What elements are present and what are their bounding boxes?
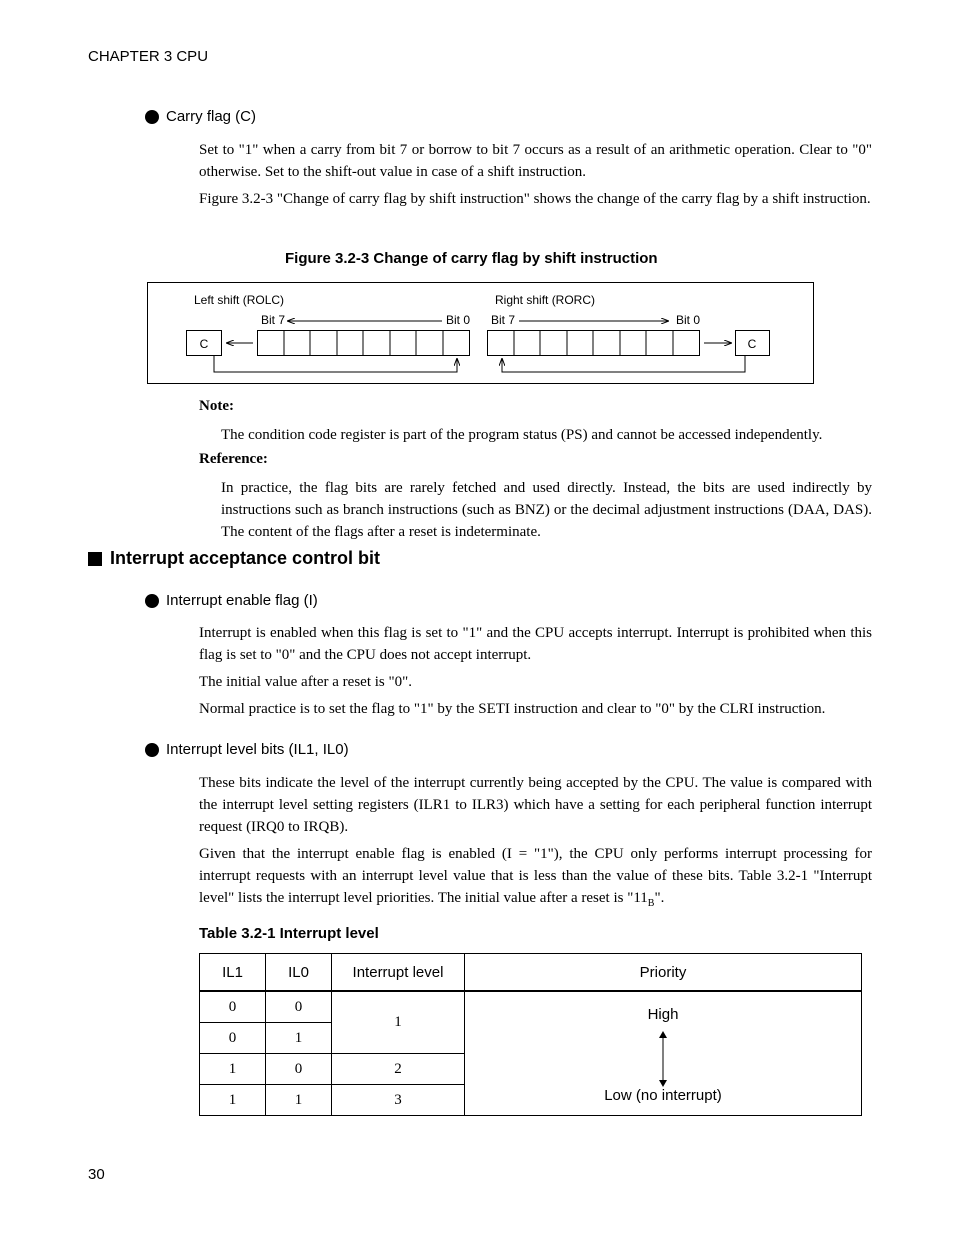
cell-il0: 1 (266, 1023, 332, 1054)
table-caption: Table 3.2-1 Interrupt level (199, 925, 379, 942)
cell-il0: 0 (266, 991, 332, 1023)
note-label: Note: (199, 398, 234, 414)
cell-level: 2 (332, 1054, 465, 1085)
page-number: 30 (88, 1166, 105, 1183)
cell-il0: 0 (266, 1054, 332, 1085)
figure-caption: Figure 3.2-3 Change of carry flag by shift instruction (285, 250, 658, 267)
carry-flag-paragraph-2: Figure 3.2-3 "Change of carry flag by shift instruction" shows the change of the carry flag by a shift instruction. (199, 191, 871, 207)
reference-text: In practice, the flag bits are rarely fetched and used directly. Instead, the bits are used indirectly by instructions such as branch instructions (such as BNZ) or the decimal adjustment instructions (DAA, DAS). The content of the flags after a reset is indeterminate. (221, 480, 872, 540)
interrupt-level-body (199, 772, 872, 920)
interrupt-level-heading-text: Interrupt level bits (IL1, IL0) (166, 741, 349, 758)
bullet-icon (145, 743, 159, 757)
interrupt-level-paragraph-1: These bits indicate the level of the interrupt currently being accepted by the CPU. The value is compared with the interrupt level setting registers (ILR1 to ILR3) which have a setting for each peripheral function interrupt request (IRQ0 to IRQB). (199, 775, 872, 835)
shift-diagram (147, 282, 815, 385)
priority-high: High (647, 1006, 679, 1023)
priority-arrow (656, 1030, 670, 1088)
header-priority: Priority (465, 954, 862, 992)
left-bit0-label: Bit 0 (446, 313, 471, 327)
header-il1: IL1 (200, 954, 266, 992)
cell-il1: 0 (200, 991, 266, 1023)
cell-priority (465, 991, 862, 1116)
bullet-icon (145, 594, 159, 608)
left-register (258, 330, 470, 356)
cell-il1: 0 (200, 1023, 266, 1054)
cell-il1: 1 (200, 1054, 266, 1085)
interrupt-enable-body (199, 622, 872, 725)
bullet-icon (145, 110, 159, 124)
priority-low: Low (no interrupt) (604, 1087, 722, 1104)
interrupt-enable-paragraph-2: The initial value after a reset is "0". (199, 674, 412, 690)
left-bit7-label: Bit 7 (261, 313, 286, 327)
chapter-header: CHAPTER 3 CPU (88, 48, 209, 65)
right-carry-label: C (747, 337, 757, 351)
interrupt-level-paragraph-2-end: ". (654, 890, 665, 906)
carry-flag-heading-text: Carry flag (C) (166, 108, 257, 125)
right-register (488, 330, 700, 356)
cell-level-merged: 1 (332, 991, 465, 1054)
right-shift-title: Right shift (RORC) (495, 293, 596, 307)
cell-il0: 1 (266, 1085, 332, 1116)
interrupt-enable-paragraph-1: Interrupt is enabled when this flag is set to "1" and the CPU accepts interrupt. Interrupt is prohibited when this flag is set to "0" and the CPU does not accept interrupt. (199, 625, 872, 663)
section-heading (88, 548, 380, 569)
table-header-row (200, 954, 862, 992)
interrupt-level-heading (145, 741, 349, 758)
cell-il1: 1 (200, 1085, 266, 1116)
header-il0: IL0 (266, 954, 332, 992)
square-bullet-icon (88, 552, 102, 566)
interrupt-enable-heading (145, 592, 318, 609)
carry-flag-paragraph-1: Set to "1" when a carry from bit 7 or borrow to bit 7 occurs as a result of an arithmetic operation. Clear to "0" otherwise. Set to the shift-out value in case of a shift instruction. (199, 142, 872, 180)
carry-flag-heading (145, 108, 256, 125)
cell-level: 3 (332, 1085, 465, 1116)
carry-flag-body (199, 139, 872, 215)
section-heading-text: Interrupt acceptance control bit (110, 548, 381, 568)
note-text: The condition code register is part of the program status (PS) and cannot be accessed independently. (221, 427, 823, 443)
right-bit0-label: Bit 0 (676, 313, 701, 327)
interrupt-enable-heading-text: Interrupt enable flag (I) (166, 592, 318, 609)
interrupt-level-table (199, 953, 862, 1116)
table-row (200, 991, 862, 1023)
interrupt-level-paragraph-2-text: Given that the interrupt enable flag is enabled (I = "1"), the CPU only performs interrupt processing for interrupt requests with an interrupt level value that is less than the value of these bits. Table 3.2-1 "Interrupt level" lists the interrupt level priorities. The initial value after a reset is "11 (199, 846, 872, 906)
reference-label: Reference: (199, 451, 268, 467)
left-carry-label: C (199, 337, 209, 351)
interrupt-level-paragraph-2 (199, 843, 872, 915)
right-bit7-label: Bit 7 (491, 313, 516, 327)
left-shift-title: Left shift (ROLC) (194, 293, 285, 307)
binary-subscript: B (647, 898, 655, 909)
interrupt-enable-paragraph-3: Normal practice is to set the flag to "1" by the SETI instruction and clear to "0" by the CLRI instruction. (199, 701, 826, 717)
header-interrupt-level: Interrupt level (332, 954, 465, 992)
